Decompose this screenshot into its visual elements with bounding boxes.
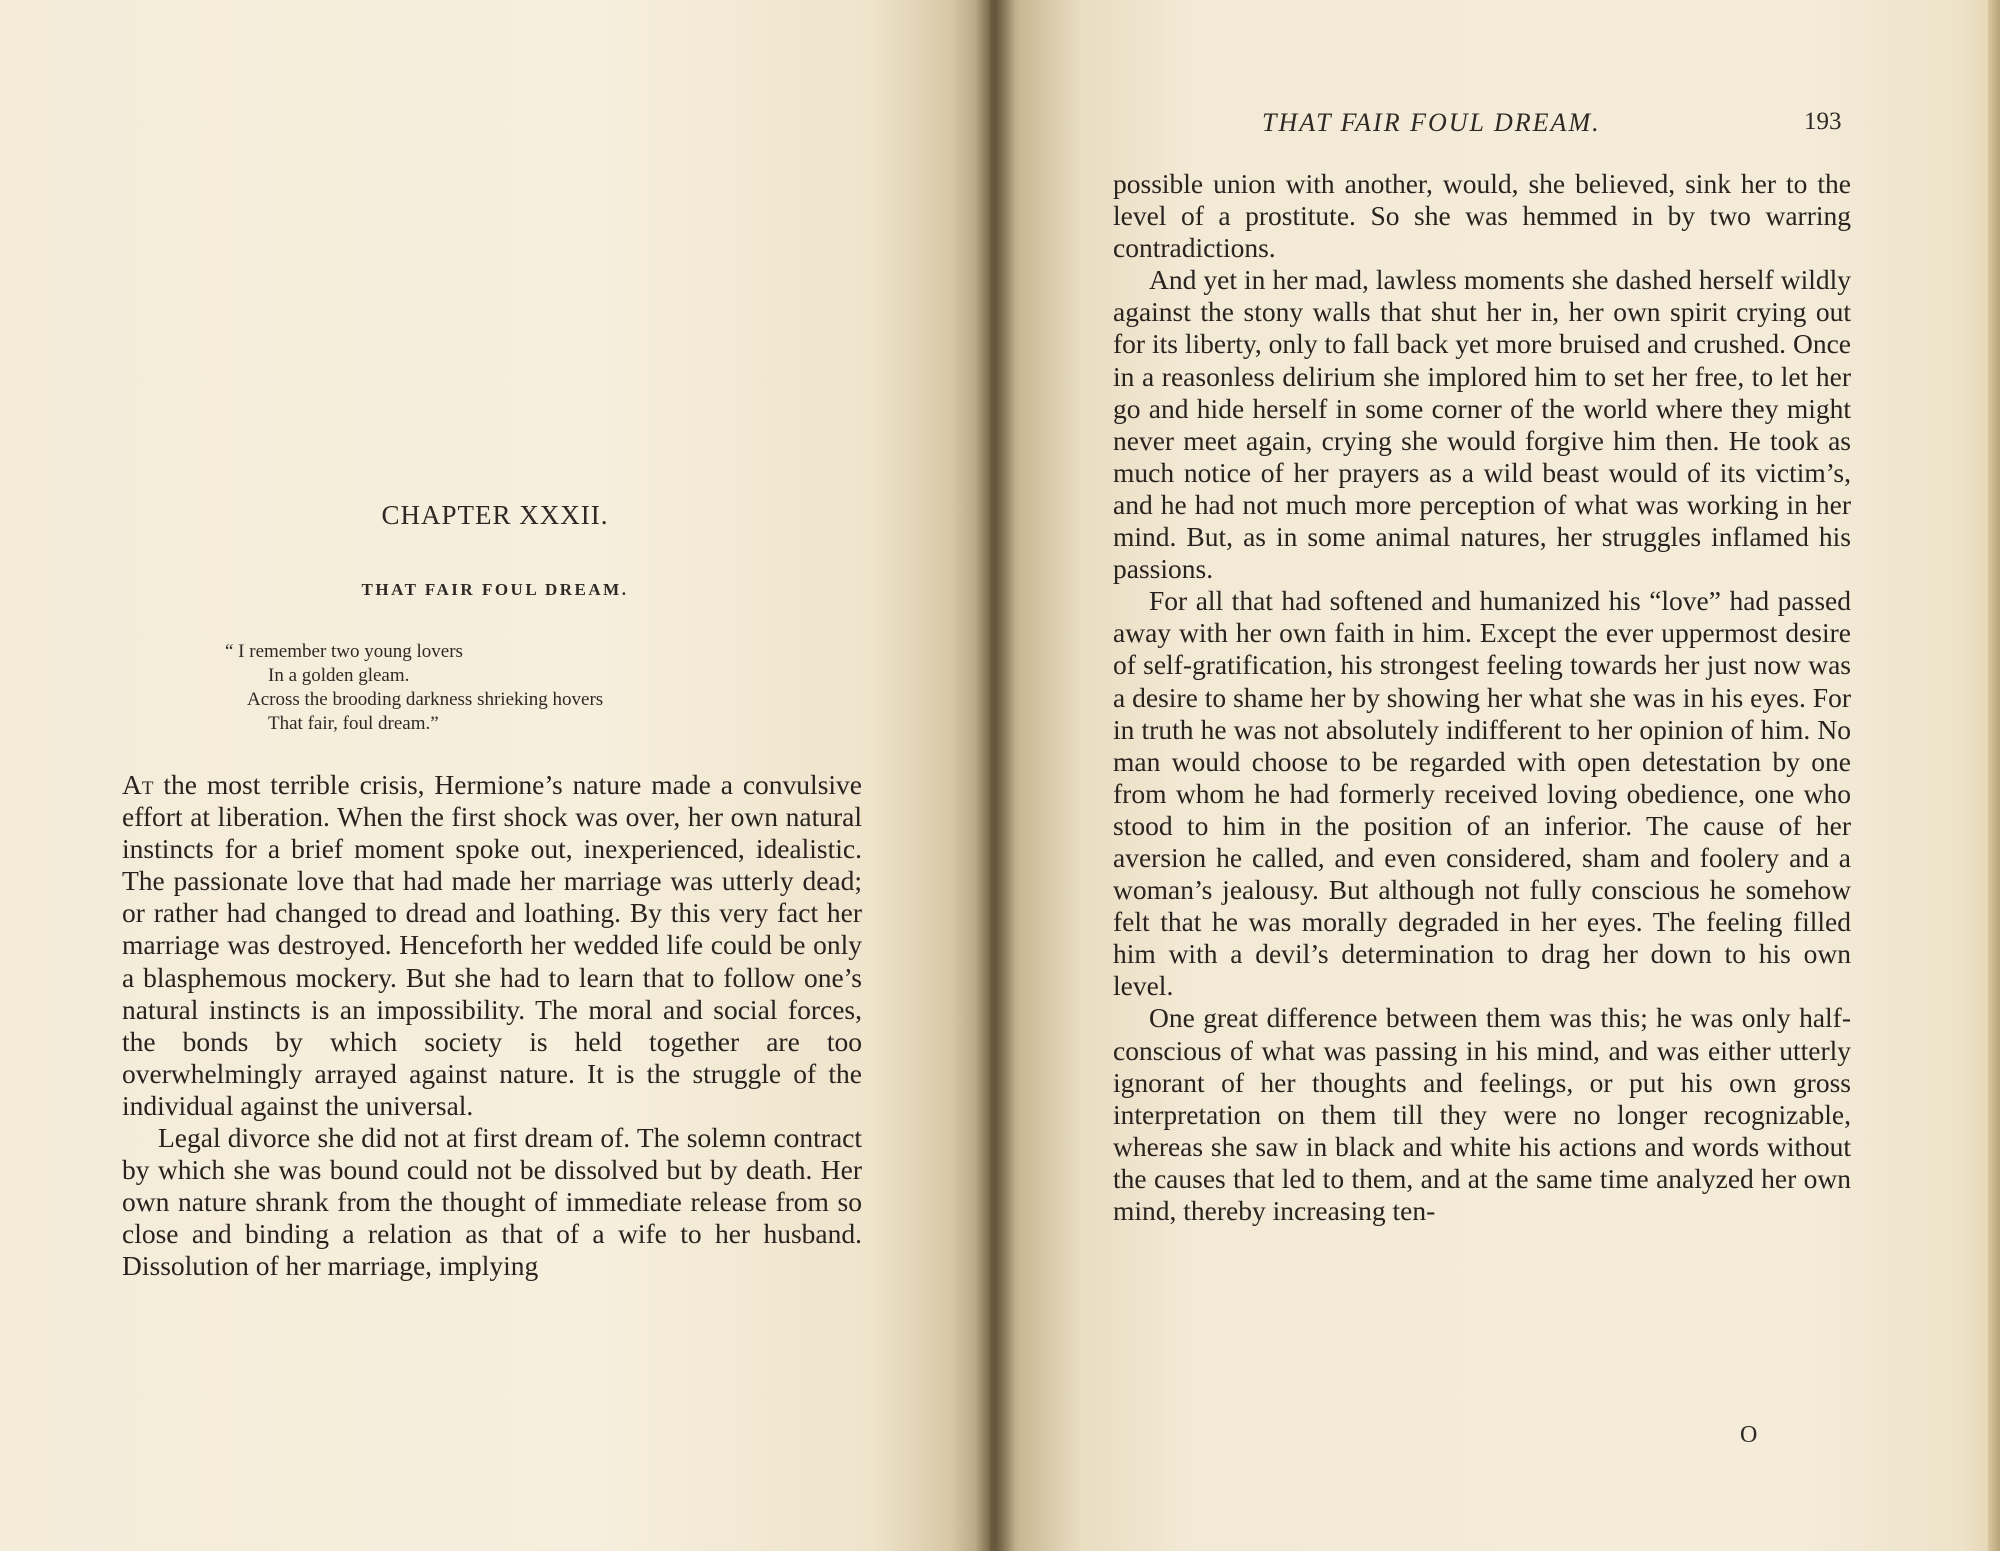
epigraph-line: Across the brooding darkness shrieking hovers [247, 689, 604, 710]
lead-word: At [122, 769, 154, 800]
left-body-text [122, 769, 862, 1283]
chapter-subtitle: THAT FAIR FOUL DREAM. [361, 580, 629, 599]
paragraph: One great difference between them was this; he was only half-conscious of what was passing in his mind, and was either utterly ignorant of her thoughts and feelings, or put his own gross interpretation on them till they were no longer recognizable, whereas she saw in black and white his actions and words without the causes that led to them, and at the same time analyzed her own mind, thereby increasing ten- [1113, 1002, 1851, 1226]
chapter-title: CHAPTER XXXII. [381, 500, 609, 530]
right-body-text [1113, 168, 1851, 1227]
epigraph-line: That fair, foul dream.” [268, 713, 439, 734]
epigraph-line: In a golden gleam. [268, 665, 410, 686]
running-head: THAT FAIR FOUL DREAM. [1262, 108, 1601, 137]
paragraph: And yet in her mad, lawless moments she dashed herself wildly against the stony walls that shut her in, her own spirit crying out for its liberty, only to fall back yet more bruised and crushed. Once in a reasonless delirium she implored him to set her free, to let her go and hide herself in some corner of the world where they might never meet again, crying she would forgive him then. He took as much notice of her prayers as a wild beast would of its victim’s, and he had not much more perception of what was working in her mind. But, as in some animal natures, her struggles inflamed his passions. [1113, 264, 1851, 585]
paragraph: For all that had softened and humanized his “love” had passed away with her own faith in him. Except the ever uppermost desire of self-gratification, his strongest feeling towards her just now was a desire to shame her by showing her what she was in his eyes. For in truth he was not absolutely indifferent to her opinion of him. No man would choose to be regarded with open detestation by one from whom he had formerly received loving obedience, one who stood to him in the position of an inferior. The cause of her aversion he called, and even considered, sham and foolery and a woman’s jealousy. But although not fully conscious he somehow felt that he was morally degraded in her eyes. The feeling filled him with a devil’s determination to drag her down to his own level. [1113, 585, 1851, 1002]
signature-mark: O [1740, 1422, 1758, 1448]
paragraph-text: the most terrible crisis, Hermione’s nature made a convulsive effort at liberation. When the first shock was over, her own natural instincts for a brief moment spoke out, inexperienced, idealistic. The passionate love that had made her marriage was utterly dead; or rather had changed to dread and loathing. By this very fact her marriage was destroyed. Henceforth her wedded life could be only a blasphemous mockery. But she had to learn that to follow one’s natural instincts is an impossibility. The moral and social forces, the bonds by which society is held together are too overwhelmingly arrayed against nature. It is the struggle of the individual against the universal. [122, 769, 862, 1121]
paragraph [122, 769, 862, 1122]
page-number: 193 [1804, 108, 1842, 135]
epigraph-line: “ I remember two young lovers [225, 641, 463, 662]
epigraph [225, 640, 785, 736]
page-edge [1988, 0, 2000, 1551]
left-page [0, 0, 990, 1551]
paragraph: Legal divorce she did not at first dream of. The solemn contract by which she was bound could not be dissolved but by death. Her own nature shrank from the thought of immediate release from so close and binding a relation as that of a wife to her husband. Dissolution of her marriage, implying [122, 1122, 862, 1282]
gutter-shadow [975, 0, 1015, 1551]
paragraph: possible union with another, would, she believed, sink her to the level of a prostitute. So she was hemmed in by two warring contradictions. [1113, 168, 1851, 264]
